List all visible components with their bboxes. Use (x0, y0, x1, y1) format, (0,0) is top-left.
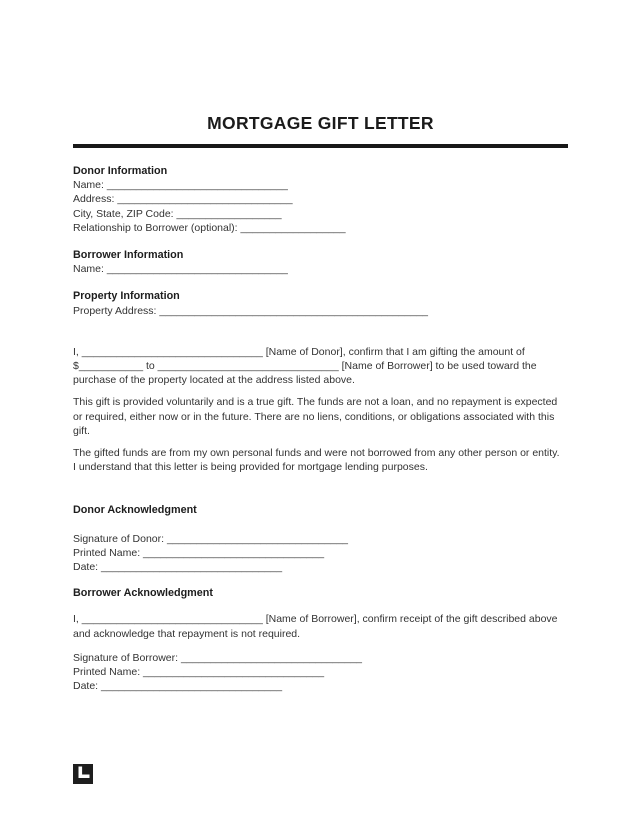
gift-terms-paragraph (73, 395, 568, 438)
donor-name-line: Name: _______________________________ (73, 179, 288, 192)
borrower-signature-block (73, 651, 568, 694)
section-donor-acknowledgment (73, 503, 568, 574)
borrower-printed-name-line: Printed Name: _______________________________ (73, 666, 325, 679)
gift-terms-line: or required, either now or in the future. There are no liens, conditions, or obligations associated with this (73, 410, 555, 423)
section-property-information (73, 289, 568, 317)
borrower-date-line: Date: _______________________________ (73, 680, 283, 693)
section-donor-information (73, 164, 568, 235)
donor-relationship-line: Relationship to Borrower (optional): __________________ (73, 221, 346, 234)
gift-statement-paragraph (73, 345, 568, 388)
donor-printed-name-line: Printed Name: _______________________________ (73, 546, 325, 559)
section-borrower-information (73, 248, 568, 276)
donor-city-state-zip-line: City, State, ZIP Code: __________________ (73, 207, 282, 220)
gift-terms-line: gift. (73, 424, 90, 437)
borrower-ack-heading: Borrower Acknowledgment (73, 587, 213, 600)
donor-ack-heading: Donor Acknowledgment (73, 504, 197, 517)
gift-statement-line: $___________ to _______________________________ [Name of Borrower] to be used toward the (73, 360, 537, 373)
borrower-ack-statement-line: I, _______________________________ [Name of Borrower], confirm receipt of the gift described above (73, 613, 558, 626)
legal-templates-logo-icon (73, 764, 93, 784)
borrower-signature-line: Signature of Borrower: _______________________________ (73, 651, 362, 664)
donor-signature-line: Signature of Donor: _______________________________ (73, 532, 348, 545)
title-rule (73, 144, 568, 148)
borrower-ack-statement (73, 612, 568, 640)
property-address-line: Property Address: ______________________________________________ (73, 304, 428, 317)
donor-date-line: Date: _______________________________ (73, 561, 283, 574)
gift-terms-line: This gift is provided voluntarily and is a true gift. The funds are not a loan, and no repayment is expected (73, 396, 558, 409)
page-title: MORTGAGE GIFT LETTER (207, 113, 434, 133)
donor-address-line: Address: ______________________________ (73, 193, 293, 206)
gift-statement-line: purchase of the property located at the address listed above. (73, 374, 355, 387)
gift-statement-line: I, _______________________________ [Name of Donor], confirm that I am gifting the amount of (73, 345, 525, 358)
donor-signature-block (73, 532, 568, 575)
section-borrower-acknowledgment (73, 586, 568, 693)
property-info-heading: Property Information (73, 290, 180, 303)
borrower-name-line: Name: _______________________________ (73, 263, 288, 276)
funds-source-paragraph (73, 446, 568, 474)
borrower-info-heading: Borrower Information (73, 249, 184, 262)
donor-info-heading: Donor Information (73, 165, 168, 177)
funds-source-line: The gifted funds are from my own personal funds and were not borrowed from any other person or entity. (73, 447, 560, 460)
funds-source-line: I understand that this letter is being provided for mortgage lending purposes. (73, 461, 428, 474)
borrower-ack-statement-line: and acknowledge that repayment is not required. (73, 627, 301, 640)
